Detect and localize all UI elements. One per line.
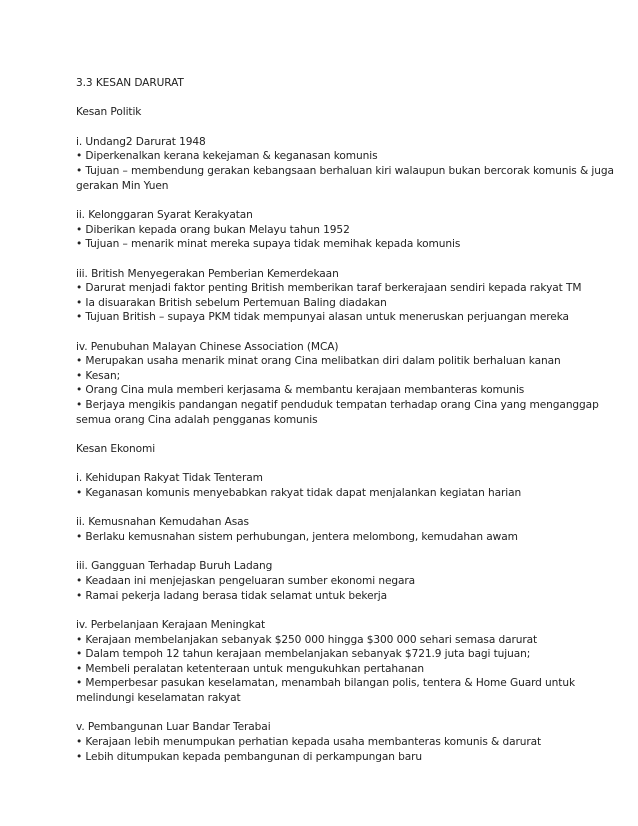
text-line: • Ia disuarakan British sebelum Pertemuan Baling diadakan	[76, 296, 387, 309]
text-line: • Berjaya mengikis pandangan negatif penduduk tempatan terhadap orang Cina yang menganggap	[76, 399, 599, 412]
section-heading: Kesan Ekonomi	[76, 443, 156, 456]
text-line: • Lebih ditumpukan kepada pembangunan di perkampungan baru	[76, 750, 423, 763]
text-line: • Ramai pekerja ladang berasa tidak selamat untuk bekerja	[76, 589, 387, 602]
text-line: • Keadaan ini menjejaskan pengeluaran sumber ekonomi negara	[76, 575, 416, 588]
text-line: • Merupakan usaha menarik minat orang Cina melibatkan diri dalam politik berhaluan kanan	[76, 355, 561, 368]
subsection-block	[76, 515, 566, 544]
text-line: • Kerajaan membelanjakan sebanyak $250 000 hingga $300 000 sehari semasa darurat	[76, 633, 538, 646]
subsection-block	[76, 135, 614, 193]
subsection-heading: iii. Gangguan Terhadap Buruh Ladang	[76, 560, 273, 573]
document-body	[76, 105, 614, 764]
document-page	[76, 76, 614, 764]
text-line: semua orang Cina adalah pengganas komunis	[76, 413, 318, 426]
text-line: melindungi keselamatan rakyat	[76, 691, 241, 704]
text-line: • Membeli peralatan ketenteraan untuk mengukuhkan pertahanan	[76, 662, 425, 675]
text-line: • Diberikan kepada orang bukan Melayu tahun 1952	[76, 223, 350, 236]
text-line: • Kesan;	[76, 369, 121, 382]
text-line: • Memperbesar pasukan keselamatan, menambah bilangan polis, tentera & Home Guard untuk	[76, 677, 575, 690]
subsection-heading: iii. British Menyegerakan Pemberian Kemerdekaan	[76, 267, 339, 280]
text-line: • Tujuan – menarik minat mereka supaya tidak memihak kepada komunis	[76, 238, 461, 251]
subsection-heading: iv. Penubuhan Malayan Chinese Association (MCA)	[76, 340, 339, 353]
document-title: 3.3 KESAN DARURAT	[76, 77, 184, 89]
subsection-block	[76, 559, 566, 603]
subsection-heading: v. Pembangunan Luar Bandar Terabai	[76, 721, 271, 734]
subsection-block	[76, 720, 566, 764]
section-heading: Kesan Politik	[76, 106, 142, 119]
text-line: • Kerajaan lebih menumpukan perhatian kepada usaha membanteras komunis & darurat	[76, 735, 542, 748]
text-line: • Tujuan – membendung gerakan kebangsaan berhaluan kiri walaupun bukan bercorak komunis & juga	[76, 164, 614, 177]
text-line: • Berlaku kemusnahan sistem perhubungan, jentera melombong, kemudahan awam	[76, 531, 518, 544]
subsection-block	[76, 208, 566, 252]
text-line: gerakan Min Yuen	[76, 179, 169, 192]
subsection-block	[76, 340, 599, 428]
text-line: • Darurat menjadi faktor penting British memberikan taraf berkerajaan sendiri kepada rakyat TM	[76, 282, 582, 295]
subsection-block	[76, 471, 566, 500]
text-line: • Diperkenalkan kerana kekejaman & keganasan komunis	[76, 150, 378, 163]
subsection-heading: i. Kehidupan Rakyat Tidak Tenteram	[76, 472, 263, 485]
subsection-heading: i. Undang2 Darurat 1948	[76, 135, 206, 148]
text-line: • Dalam tempoh 12 tahun kerajaan membelanjakan sebanyak $721.9 juta bagi tujuan;	[76, 648, 531, 661]
subsection-heading: ii. Kemusnahan Kemudahan Asas	[76, 516, 249, 529]
subsection-heading: iv. Perbelanjaan Kerajaan Meningkat	[76, 619, 266, 631]
subsection-heading: ii. Kelonggaran Syarat Kerakyatan	[76, 208, 253, 221]
text-line: • Keganasan komunis menyebabkan rakyat tidak dapat menjalankan kegiatan harian	[76, 487, 522, 500]
text-line: • Orang Cina mula memberi kerjasama & membantu kerajaan membanteras komunis	[76, 384, 525, 397]
subsection-block	[76, 618, 575, 706]
text-line: • Tujuan British – supaya PKM tidak mempunyai alasan untuk meneruskan perjuangan mereka	[76, 311, 569, 324]
subsection-block	[76, 267, 582, 325]
